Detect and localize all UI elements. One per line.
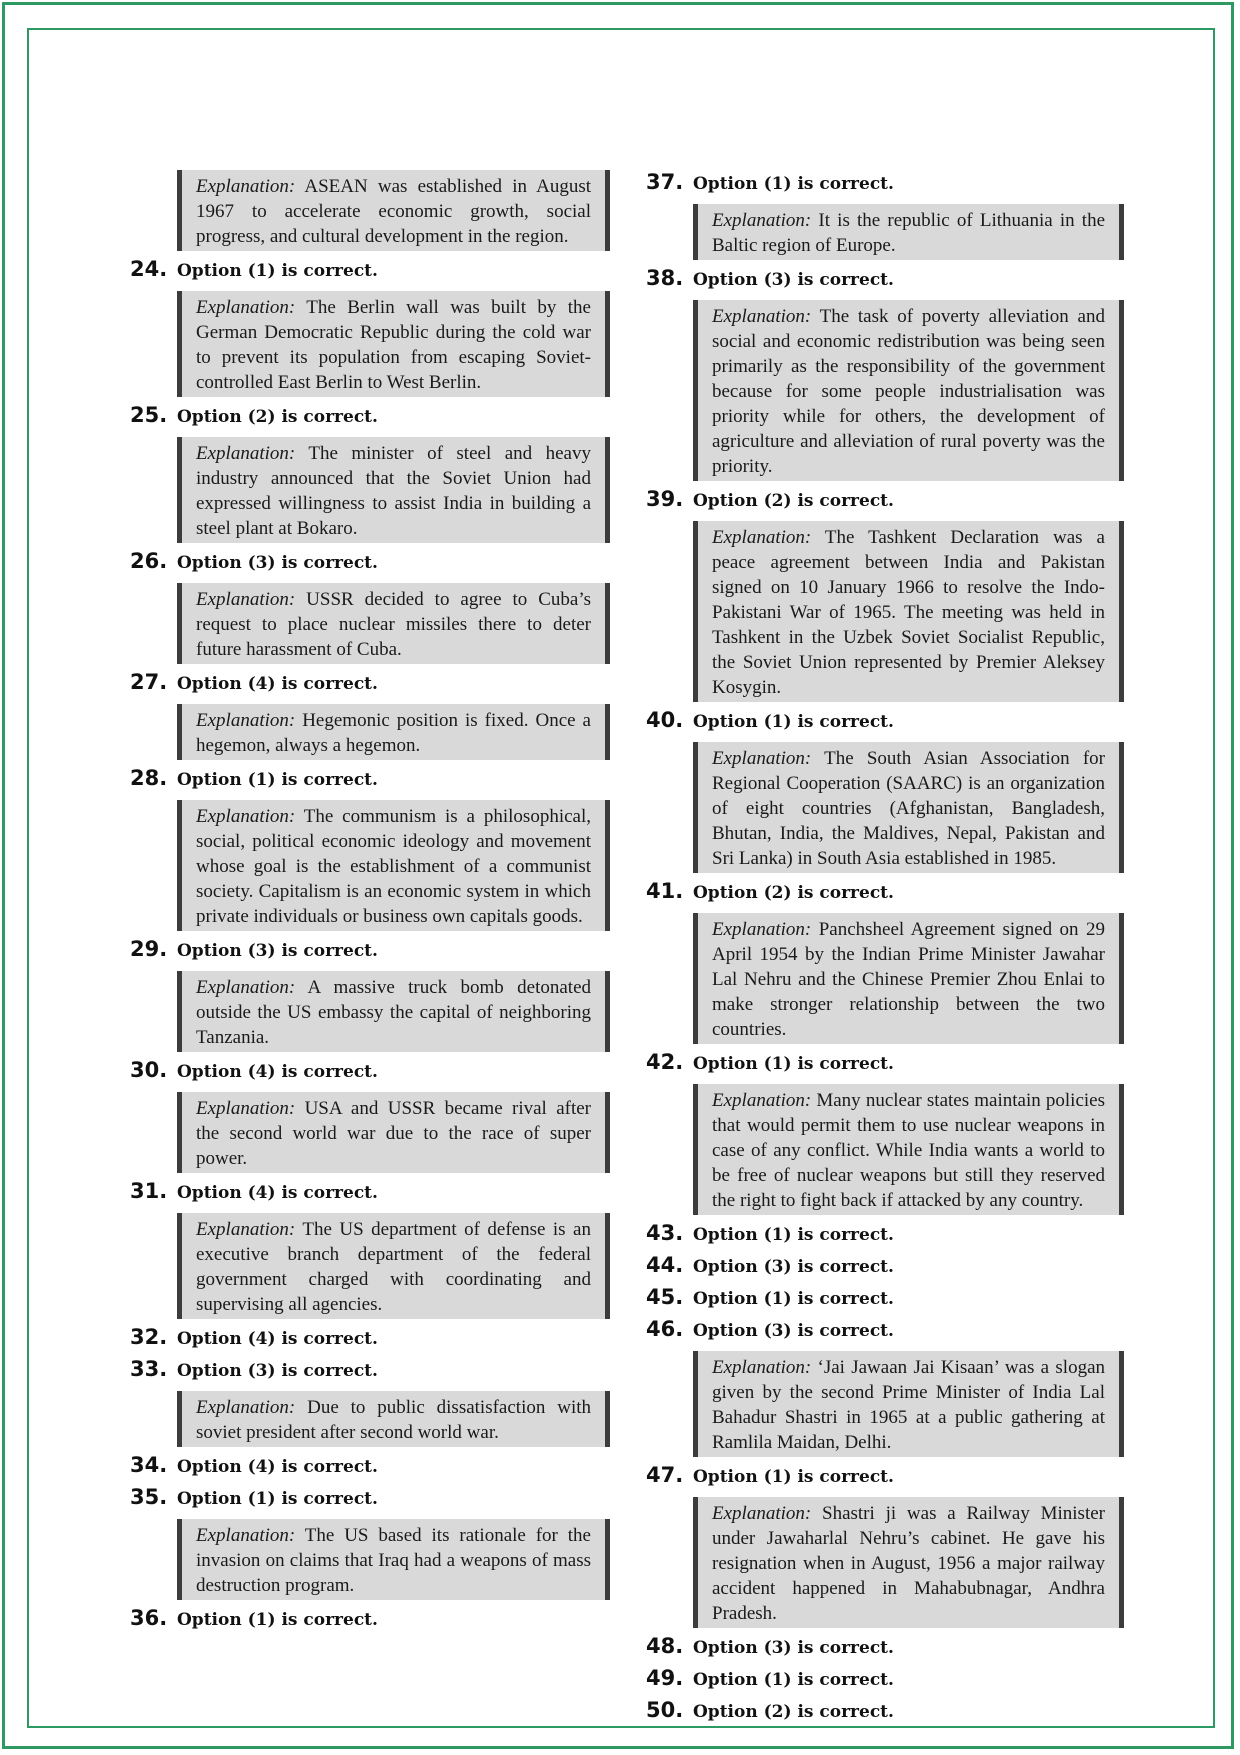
explanation-box bbox=[177, 1213, 610, 1319]
correct-option: Option (1) is correct. bbox=[693, 712, 894, 732]
answer-item bbox=[130, 1485, 610, 1600]
explanation-text: Shastri ji was a Railway Minister under Jawaharlal Nehru’s cabinet. He gave his resignation when in August, 1956 a major railway accident happened in Mahabubnagar, Andhra Pradesh. bbox=[712, 1503, 1105, 1624]
question-number: 43. bbox=[646, 1221, 684, 1245]
answer-item bbox=[646, 1050, 1124, 1215]
answer-header bbox=[646, 1285, 1124, 1311]
answer-item bbox=[130, 1179, 610, 1319]
explanation-text: The South Asian Association for Regional Cooperation (SAARC) is an organization of eight countries (Afghanistan, Bangladesh, Bhutan, India, the Maldives, Nepal, Pakistan and Sri Lanka) in South Asia established in 1985. bbox=[712, 748, 1105, 869]
explanation-label: Explanation: bbox=[712, 1357, 812, 1378]
explanation-text: It is the republic of Lithuania in the Baltic region of Europe. bbox=[712, 210, 1106, 256]
answer-header bbox=[646, 1634, 1124, 1660]
answer-item bbox=[130, 937, 610, 1052]
answer-header bbox=[646, 1698, 1124, 1724]
correct-option: Option (1) is correct. bbox=[693, 1670, 894, 1690]
explanation-label: Explanation: bbox=[712, 1090, 812, 1111]
explanation-box bbox=[693, 742, 1124, 873]
explanation-text: The minister of steel and heavy industry announced that the Soviet Union had expressed willingness to assist India in building a steel plant at Bokaro. bbox=[196, 443, 591, 539]
correct-option: Option (1) is correct. bbox=[693, 174, 894, 194]
answer-item bbox=[130, 1325, 610, 1351]
answer-item bbox=[130, 670, 610, 760]
answer-item bbox=[646, 1463, 1124, 1628]
explanation-text: USA and USSR became rival after the second world war due to the race of super power. bbox=[196, 1098, 591, 1169]
explanation-box bbox=[693, 913, 1124, 1044]
answer-header bbox=[646, 170, 1124, 196]
answer-item bbox=[130, 403, 610, 543]
question-number: 49. bbox=[646, 1666, 684, 1690]
correct-option: Option (2) is correct. bbox=[177, 407, 378, 427]
answer-header bbox=[130, 670, 610, 696]
question-number: 38. bbox=[646, 266, 684, 290]
question-number: 34. bbox=[130, 1453, 168, 1477]
answer-item bbox=[646, 170, 1124, 260]
answer-header bbox=[130, 1453, 610, 1479]
answer-header bbox=[130, 257, 610, 283]
correct-option: Option (4) is correct. bbox=[177, 1062, 378, 1082]
answer-item bbox=[130, 1606, 610, 1632]
answer-header bbox=[130, 937, 610, 963]
answer-header bbox=[646, 708, 1124, 734]
correct-option: Option (3) is correct. bbox=[177, 941, 378, 961]
answer-header bbox=[646, 1666, 1124, 1692]
answer-header bbox=[646, 1221, 1124, 1247]
answer-header bbox=[130, 1485, 610, 1511]
answer-header bbox=[646, 487, 1124, 513]
question-number: 41. bbox=[646, 879, 684, 903]
correct-option: Option (1) is correct. bbox=[177, 770, 378, 790]
question-number: 35. bbox=[130, 1485, 168, 1509]
answer-item bbox=[646, 266, 1124, 481]
explanation-label: Explanation: bbox=[196, 1098, 296, 1119]
explanation-text: A massive truck bomb detonated outside the US embassy the capital of neighboring Tanzania. bbox=[196, 977, 592, 1048]
correct-option: Option (4) is correct. bbox=[177, 1457, 378, 1477]
question-number: 31. bbox=[130, 1179, 168, 1203]
explanation-box bbox=[177, 704, 610, 760]
correct-option: Option (3) is correct. bbox=[693, 270, 894, 290]
explanation-label: Explanation: bbox=[196, 297, 296, 318]
answer-item bbox=[646, 1698, 1124, 1724]
explanation-box bbox=[693, 1351, 1124, 1457]
question-number: 48. bbox=[646, 1634, 684, 1658]
question-number: 30. bbox=[130, 1058, 168, 1082]
explanation-box bbox=[693, 300, 1124, 481]
explanation-label: Explanation: bbox=[196, 1219, 296, 1240]
explanation-label: Explanation: bbox=[196, 710, 296, 731]
question-number: 45. bbox=[646, 1285, 684, 1309]
question-number: 42. bbox=[646, 1050, 684, 1074]
answer-item bbox=[130, 1058, 610, 1173]
question-number: 44. bbox=[646, 1253, 684, 1277]
explanation-label: Explanation: bbox=[712, 210, 812, 231]
explanation-label: Explanation: bbox=[196, 1397, 296, 1418]
question-number: 50. bbox=[646, 1698, 684, 1722]
answer-item bbox=[646, 1317, 1124, 1457]
explanation-text: Many nuclear states maintain policies that would permit them to use nuclear weapons in case of any conflict. While India wants a world to be free of nuclear weapons but still they reserved the right to fight back if attacked by any country. bbox=[712, 1090, 1105, 1211]
explanation-text: The task of poverty alleviation and social and economic redistribution was being seen primarily as the responsibility of the government because for some people industrialisation was priority while for others, the development of agriculture and alleviation of rural poverty was the priority. bbox=[712, 306, 1105, 477]
answer-header bbox=[646, 1253, 1124, 1279]
explanation-label: Explanation: bbox=[196, 176, 296, 197]
question-number: 46. bbox=[646, 1317, 684, 1341]
explanation-box bbox=[693, 1497, 1124, 1628]
correct-option: Option (1) is correct. bbox=[693, 1225, 894, 1245]
explanation-box bbox=[177, 1519, 610, 1600]
correct-option: Option (1) is correct. bbox=[177, 1489, 378, 1509]
question-number: 39. bbox=[646, 487, 684, 511]
answer-item bbox=[130, 549, 610, 664]
explanation-text: The US based its rationale for the invasion on claims that Iraq had a weapons of mass destruction program. bbox=[196, 1525, 591, 1596]
explanation-text: Hegemonic position is fixed. Once a hegemon, always a hegemon. bbox=[196, 710, 591, 756]
explanation-label: Explanation: bbox=[196, 443, 296, 464]
question-number: 37. bbox=[646, 170, 684, 194]
explanation-box bbox=[693, 521, 1124, 702]
explanation-label: Explanation: bbox=[196, 589, 296, 610]
answer-item bbox=[646, 1666, 1124, 1692]
explanation-label: Explanation: bbox=[196, 1525, 296, 1546]
explanation-text: The US department of defense is an executive branch department of the federal government charged with coordinating and supervising all agencies. bbox=[196, 1219, 591, 1315]
question-number: 26. bbox=[130, 549, 168, 573]
answer-item bbox=[130, 257, 610, 397]
answer-item bbox=[130, 170, 610, 251]
explanation-text: Due to public dissatisfaction with soviet president after second world war. bbox=[196, 1397, 592, 1443]
explanation-box bbox=[177, 800, 610, 931]
answer-item bbox=[646, 487, 1124, 702]
answer-item bbox=[646, 708, 1124, 873]
explanation-text: ‘Jai Jawaan Jai Kisaan’ was a slogan given by the second Prime Minister of India Lal Bahadur Shastri in 1965 at a public gathering at Ramlila Maidan, Delhi. bbox=[712, 1357, 1105, 1453]
question-number: 29. bbox=[130, 937, 168, 961]
explanation-box bbox=[177, 170, 610, 251]
explanation-text: Panchsheel Agreement signed on 29 April 1954 by the Indian Prime Minister Jawahar Lal Nehru and the Chinese Premier Zhou Enlai to make stronger relationship between the two countries. bbox=[712, 919, 1106, 1040]
explanation-text: The communism is a philosophical, social, political economic ideology and movement whose goal is the establishment of a communist society. Capitalism is an economic system in which private individuals or business own capitals goods. bbox=[196, 806, 591, 927]
correct-option: Option (1) is correct. bbox=[693, 1467, 894, 1487]
correct-option: Option (4) is correct. bbox=[177, 674, 378, 694]
explanation-box bbox=[177, 583, 610, 664]
correct-option: Option (1) is correct. bbox=[177, 261, 378, 281]
left-column bbox=[130, 170, 610, 1638]
question-number: 24. bbox=[130, 257, 168, 281]
explanation-box bbox=[177, 1391, 610, 1447]
answer-item bbox=[130, 766, 610, 931]
correct-option: Option (3) is correct. bbox=[177, 1361, 378, 1381]
explanation-text: USSR decided to agree to Cuba’s request to place nuclear missiles there to deter future harassment of Cuba. bbox=[196, 589, 591, 660]
explanation-box bbox=[177, 971, 610, 1052]
explanation-label: Explanation: bbox=[196, 806, 296, 827]
explanation-label: Explanation: bbox=[712, 1503, 812, 1524]
correct-option: Option (3) is correct. bbox=[693, 1638, 894, 1658]
right-column bbox=[646, 170, 1124, 1730]
answer-item bbox=[130, 1357, 610, 1447]
explanation-label: Explanation: bbox=[712, 748, 812, 769]
explanation-box bbox=[177, 291, 610, 397]
answer-header bbox=[646, 1317, 1124, 1343]
explanation-box bbox=[693, 204, 1124, 260]
explanation-label: Explanation: bbox=[712, 306, 812, 327]
answer-header bbox=[130, 1179, 610, 1205]
correct-option: Option (4) is correct. bbox=[177, 1329, 378, 1349]
question-number: 27. bbox=[130, 670, 168, 694]
correct-option: Option (1) is correct. bbox=[177, 1610, 378, 1630]
correct-option: Option (3) is correct. bbox=[177, 553, 378, 573]
answer-header bbox=[130, 1058, 610, 1084]
question-number: 40. bbox=[646, 708, 684, 732]
correct-option: Option (2) is correct. bbox=[693, 1702, 894, 1722]
answer-header bbox=[130, 1606, 610, 1632]
correct-option: Option (2) is correct. bbox=[693, 883, 894, 903]
explanation-box bbox=[177, 437, 610, 543]
correct-option: Option (3) is correct. bbox=[693, 1257, 894, 1277]
explanation-text: The Tashkent Declaration was a peace agreement between India and Pakistan signed on 10 January 1966 to resolve the Indo-Pakistani War of 1965. The meeting was held in Tashkent in the Uzbek Soviet Socialist Republic, the Soviet Union represented by Premier Aleksey Kosygin. bbox=[712, 527, 1105, 698]
answer-item bbox=[646, 1253, 1124, 1279]
explanation-label: Explanation: bbox=[712, 527, 812, 548]
answer-item bbox=[646, 1221, 1124, 1247]
question-number: 33. bbox=[130, 1357, 168, 1381]
correct-option: Option (1) is correct. bbox=[693, 1289, 894, 1309]
question-number: 47. bbox=[646, 1463, 684, 1487]
explanation-text: ASEAN was established in August 1967 to accelerate economic growth, social progress, and cultural development in the region. bbox=[196, 176, 592, 247]
correct-option: Option (1) is correct. bbox=[693, 1054, 894, 1074]
explanation-box bbox=[693, 1084, 1124, 1215]
answer-header bbox=[646, 266, 1124, 292]
answer-header bbox=[130, 766, 610, 792]
explanation-text: The Berlin wall was built by the German Democratic Republic during the cold war to prevent its population from escaping Soviet- controlled East Berlin to West Berlin. bbox=[196, 297, 591, 393]
answer-item bbox=[646, 1634, 1124, 1660]
answer-header bbox=[130, 1325, 610, 1351]
question-number: 25. bbox=[130, 403, 168, 427]
answer-header bbox=[646, 879, 1124, 905]
answer-header bbox=[130, 1357, 610, 1383]
question-number: 28. bbox=[130, 766, 168, 790]
explanation-label: Explanation: bbox=[712, 919, 812, 940]
answer-item bbox=[646, 1285, 1124, 1311]
correct-option: Option (4) is correct. bbox=[177, 1183, 378, 1203]
answer-item bbox=[646, 879, 1124, 1044]
answer-header bbox=[646, 1463, 1124, 1489]
answer-header bbox=[646, 1050, 1124, 1076]
question-number: 36. bbox=[130, 1606, 168, 1630]
answer-item bbox=[130, 1453, 610, 1479]
correct-option: Option (2) is correct. bbox=[693, 491, 894, 511]
explanation-box bbox=[177, 1092, 610, 1173]
correct-option: Option (3) is correct. bbox=[693, 1321, 894, 1341]
answer-header bbox=[130, 403, 610, 429]
explanation-label: Explanation: bbox=[196, 977, 296, 998]
question-number: 32. bbox=[130, 1325, 168, 1349]
answer-header bbox=[130, 549, 610, 575]
